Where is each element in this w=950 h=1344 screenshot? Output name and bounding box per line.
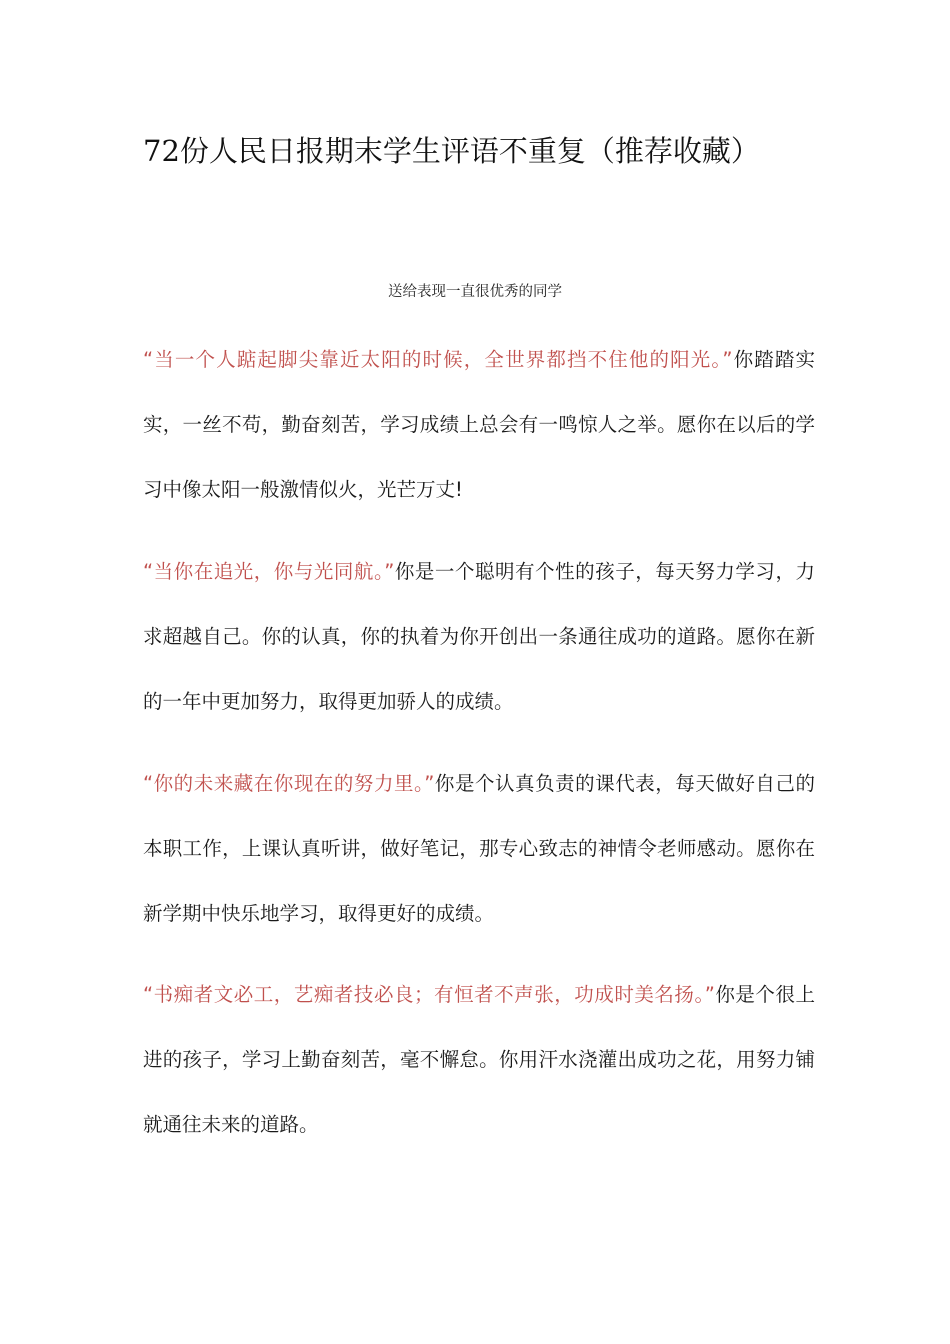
- comment-quote: “当一个人踮起脚尖靠近太阳的时候，全世界都挡不住他的阳光。”: [143, 348, 733, 371]
- comment-quote: “你的未来藏在你现在的努力里。”: [143, 772, 435, 795]
- comment-text: 你是一个聪明有个性的孩子，每天努力学习，力求超越自己。你的认真，你的执着为你开创出一条通往成功的道路。愿你在新的一年中更加努力，取得更加骄人的成绩。: [143, 560, 815, 713]
- document-title: 72份人民日报期末学生评语不重复（推荐收藏）: [143, 134, 760, 168]
- comment-paragraph: [143, 539, 815, 734]
- comment-text: 你踏踏实实，一丝不苟，勤奋刻苦，学习成绩上总会有一鸣惊人之举。愿你在以后的学习中像太阳一般激情似火，光芒万丈!: [143, 348, 815, 501]
- comment-paragraph: [143, 962, 815, 1157]
- comment-text: 你是个认真负责的课代表，每天做好自己的本职工作，上课认真听讲，做好笔记，那专心致志的神情令老师感动。愿你在新学期中快乐地学习，取得更好的成绩。: [143, 772, 815, 925]
- comment-paragraph: [143, 751, 815, 946]
- comment-quote: “书痴者文必工，艺痴者技必良；有恒者不声张，功成时美名扬。”: [143, 983, 715, 1006]
- section-heading: 送给表现一直很优秀的同学: [388, 284, 562, 300]
- comment-paragraph: [143, 327, 815, 522]
- comment-quote: “当你在追光，你与光同航。”: [143, 560, 395, 583]
- comment-text: 你是个很上进的孩子，学习上勤奋刻苦，毫不懈怠。你用汗水浇灌出成功之花，用努力铺就通往未来的道路。: [143, 983, 815, 1136]
